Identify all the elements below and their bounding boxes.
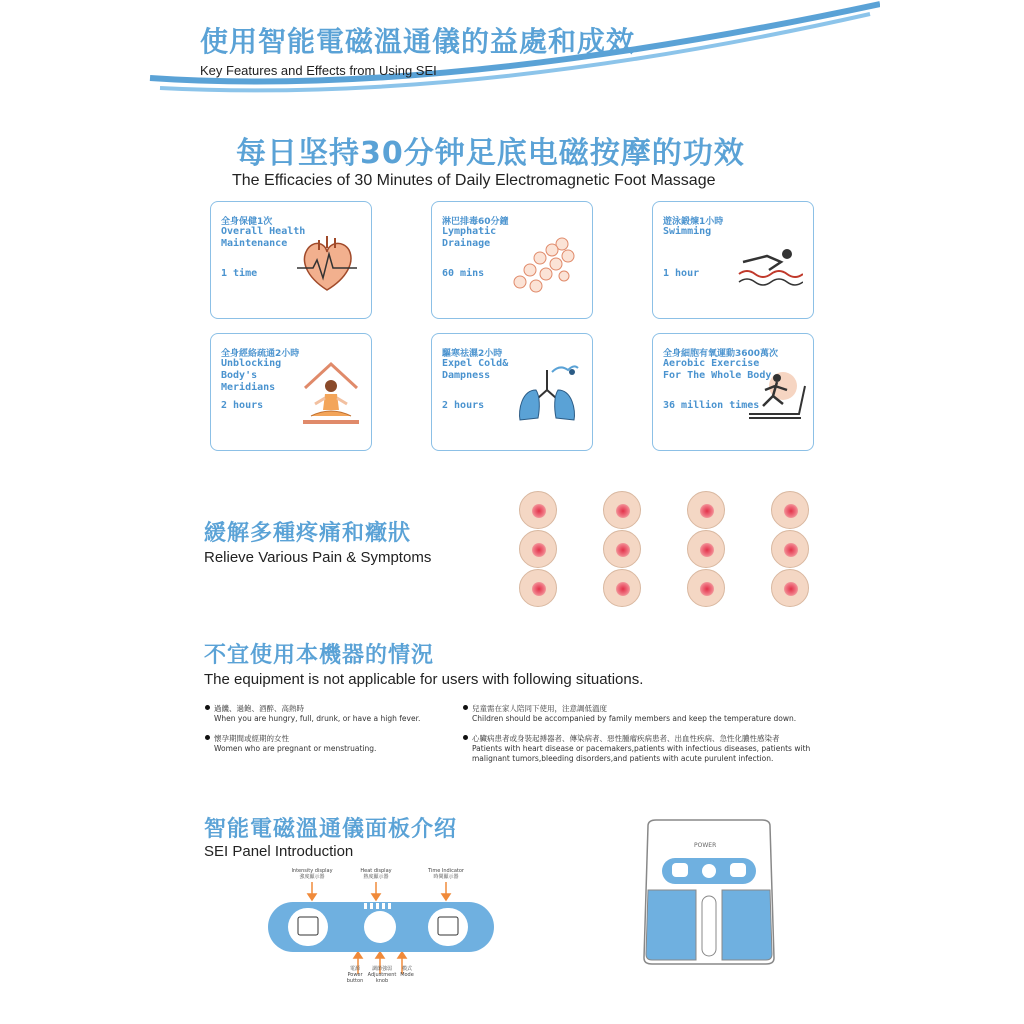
heart-icon bbox=[297, 232, 357, 294]
warning-item: 心臟病患者或身裝起搏器者、傳染病者、惡性腫瘤疾病患者、出血性疾病、急性化膿性感染者 Patients with heart disease or pacemakers,patients with infectious diseases, patients with malignant tumors,bleeding disorders,and patients with acute purulent infection. bbox=[472, 734, 832, 764]
panel-title-en: SEI Panel Introduction bbox=[204, 843, 354, 860]
device-brand-logo: POWER bbox=[694, 842, 717, 849]
meditation-icon bbox=[299, 356, 363, 428]
header-title-en: Key Features and Effects from Using SEI bbox=[200, 63, 437, 78]
pain-upper-back-image bbox=[519, 569, 557, 607]
efficacy-card-aerobic: 全身細胞有氧運動3600萬次 Aerobic Exercise For The Whole Body 36 million times bbox=[652, 333, 814, 451]
efficacy-card-meridians: 全身經絡疏通2小時 Unblocking Body's Meridians 2 hours bbox=[210, 333, 372, 451]
device-illustration bbox=[634, 818, 784, 968]
swimmer-icon bbox=[737, 246, 803, 286]
panel-title-cn: 智能電磁溫通儀面板介绍 bbox=[204, 817, 458, 842]
efficacy-card-dampness: 驅寒祛濕2小時 Expel Cold& Dampness 2 hours bbox=[431, 333, 593, 451]
treadmill-icon bbox=[747, 370, 809, 422]
lymph-cells-icon bbox=[510, 236, 580, 294]
warning-item: 過饑、過飽、酒醉、高熱時 When you are hungry, full, drunk, or have a high fever. bbox=[214, 704, 454, 724]
efficacy-title-cn: 每日坚持30分钟足底电磁按摩的功效 bbox=[236, 136, 745, 171]
pain-title-en: Relieve Various Pain & Symptoms bbox=[204, 549, 432, 566]
pain-neck-back-image bbox=[603, 569, 641, 607]
pain-chest-image bbox=[519, 530, 557, 568]
notapplicable-title-en: The equipment is not applicable for users with following situations. bbox=[204, 671, 644, 688]
heat-display-label: Heat display 熱度顯示器 bbox=[360, 868, 392, 880]
pain-head-image bbox=[771, 530, 809, 568]
pain-lower-back-image bbox=[687, 569, 725, 607]
pain-title-cn: 緩解多種疼痛和癥狀 bbox=[204, 521, 412, 546]
time-indicator-label: Time Indicator 時間顯示器 bbox=[428, 868, 464, 880]
adjustment-knob-label: 調節強弱 Adjustment knob bbox=[367, 966, 397, 984]
pain-neck-image bbox=[519, 491, 557, 529]
mode-label: 模式 Mode bbox=[400, 966, 414, 978]
pain-back-image bbox=[687, 491, 725, 529]
control-panel-diagram bbox=[262, 878, 502, 978]
warning-item: 懷孕期間或經期的女性 Women who are pregnant or menstruating. bbox=[214, 734, 454, 754]
warning-item: 兒童需在家人陪同下使用，注意調低溫度 Children should be accompanied by family members and keep the temperature down. bbox=[472, 704, 832, 724]
pain-throat-image bbox=[603, 530, 641, 568]
efficacy-card-health: 全身保健1次 Overall Health Maintenance 1 time bbox=[210, 201, 372, 319]
efficacy-card-lymph: 淋巴排毒60分鐘 Lymphatic Drainage 60 mins bbox=[431, 201, 593, 319]
pain-knee-image bbox=[771, 569, 809, 607]
pain-shoulder-image bbox=[603, 491, 641, 529]
notapplicable-title-cn: 不宜使用本機器的情況 bbox=[204, 643, 435, 668]
lungs-icon bbox=[512, 360, 582, 426]
efficacy-title-en: The Efficacies of 30 Minutes of Daily Electromagnetic Foot Massage bbox=[232, 172, 716, 189]
efficacy-card-swimming: 遊泳鍛煉1小時 Swimming 1 hour bbox=[652, 201, 814, 319]
intensity-display-label: Intensity display 強度顯示器 bbox=[291, 868, 333, 880]
header-title-cn: 使用智能電磁溫通儀的益處和成效 bbox=[200, 25, 636, 58]
power-button-label: 電源 Power button bbox=[346, 966, 364, 984]
pain-elbow-image bbox=[687, 530, 725, 568]
pain-jaw-image bbox=[771, 491, 809, 529]
